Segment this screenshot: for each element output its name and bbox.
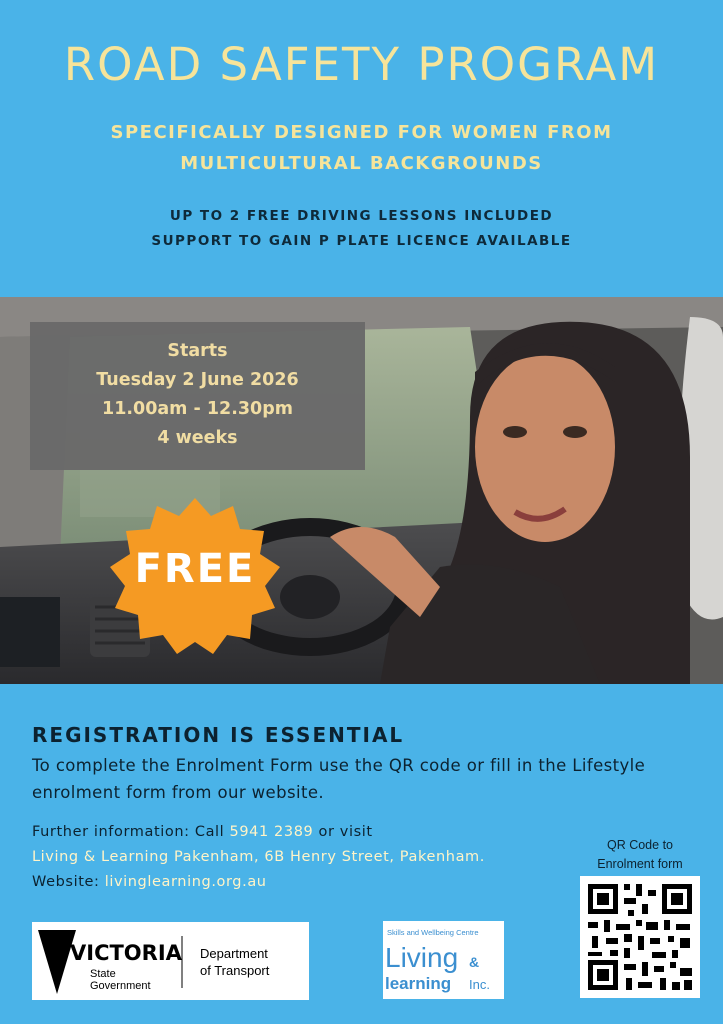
department-line-2: of Transport (200, 963, 270, 978)
qr-code-icon (580, 876, 700, 998)
address-link[interactable]: Living & Learning Pakenham, 6B Henry Street, Pakenham (32, 849, 480, 865)
offer-line-2: SUPPORT TO GAIN P PLATE LICENCE AVAILABLE (151, 233, 572, 249)
victoria-government: Government (90, 980, 151, 992)
contact-suffix: or visit (313, 824, 373, 840)
learning-word: learning (385, 974, 452, 993)
victoria-logo-icon (32, 922, 309, 1000)
victoria-government-logo (32, 922, 309, 1000)
registration-heading: REGISTRATION IS ESSENTIAL (32, 723, 405, 747)
living-inc: Inc. (469, 977, 490, 992)
contact-info (32, 820, 592, 895)
contact-prefix: Further information: Call (32, 824, 230, 840)
qr-caption-line-1: QR Code to (606, 838, 673, 852)
qr-caption (580, 836, 700, 874)
living-word: Living (385, 942, 459, 973)
schedule-date: Tuesday 2 June 2026 (96, 370, 299, 390)
living-amp: & (469, 954, 480, 970)
contact-line-3 (32, 870, 592, 895)
schedule-box (30, 322, 365, 470)
subtitle (60, 117, 663, 179)
website-link[interactable]: livinglearning.org.au (104, 874, 267, 890)
department-line-1: Department (200, 946, 268, 961)
registration-body: To complete the Enrolment Form use the QR code or fill in the Lifestyle enrolment form from our website. (32, 756, 646, 802)
offer-line-1: UP TO 2 FREE DRIVING LESSONS INCLUDED (169, 208, 554, 224)
contact-line-1 (32, 820, 592, 845)
phone-number[interactable]: 5941 2389 (229, 824, 314, 840)
victoria-state: State (90, 968, 116, 980)
schedule-duration: 4 weeks (157, 428, 238, 448)
website-label: Website: (32, 874, 105, 890)
schedule-label: Starts (167, 341, 228, 361)
free-badge-label: FREE (134, 546, 256, 592)
qr-code[interactable] (580, 876, 700, 998)
qr-caption-line-2: Enrolment form (597, 857, 683, 871)
offer-text (60, 204, 663, 254)
subtitle-line-2: MULTICULTURAL BACKGROUNDS (180, 153, 543, 174)
living-learning-logo-icon (383, 921, 504, 999)
victoria-wordmark: VICTORIA (70, 941, 182, 965)
address-end: . (479, 849, 485, 865)
schedule-time: 11.00am - 12.30pm (102, 399, 293, 419)
page-title: ROAD SAFETY PROGRAM (63, 38, 660, 91)
living-learning-logo (383, 921, 504, 999)
subtitle-line-1: SPECIFICALLY DESIGNED FOR WOMEN FROM (110, 122, 613, 143)
living-arc-text: Skills and Wellbeing Centre (387, 928, 479, 937)
contact-line-2 (32, 845, 592, 870)
